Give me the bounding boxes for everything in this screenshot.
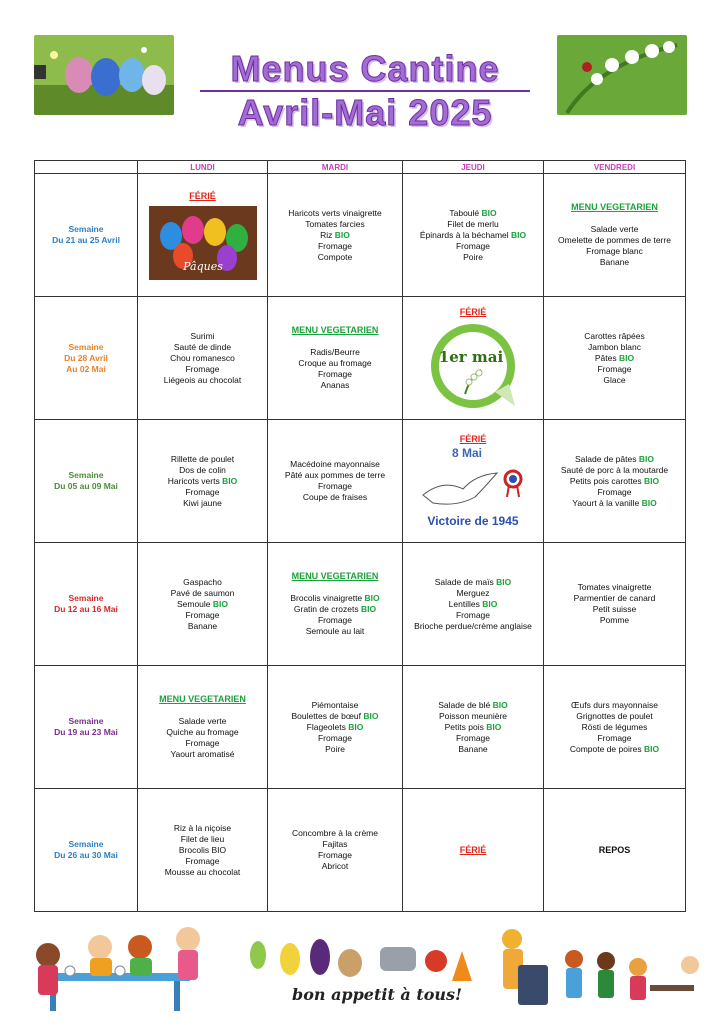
menu-item: Piémontaise: [311, 699, 359, 710]
menu-item: Fajitas: [322, 839, 348, 849]
menu-item: Omelette de pommes de terre: [558, 235, 671, 245]
victory-day-illustration: [413, 445, 533, 529]
menu-item: Haricots verts vinaigrette: [288, 207, 382, 218]
menu-cell: [268, 297, 403, 420]
menu-item: Fromage: [597, 363, 632, 374]
page-title: [180, 48, 550, 134]
menu-item: Flageolets BIO: [306, 721, 364, 732]
vegetables-illustration: [250, 939, 472, 981]
menu-item: Croque au fromage: [298, 358, 372, 368]
bio-badge: BIO: [511, 229, 527, 240]
table-row: [35, 666, 686, 789]
menu-item: Poire: [325, 743, 345, 754]
menu-item: Fromage: [185, 738, 220, 748]
day-header: LUNDI: [138, 161, 268, 174]
week-dates: Au 02 Mai: [66, 363, 106, 374]
bio-badge: BIO: [222, 475, 238, 486]
week-dates: Du 12 au 16 Mai: [54, 604, 118, 614]
menu-cell: [138, 420, 268, 543]
title-line-1: Menus Cantine: [230, 48, 500, 89]
menu-item: Fromage: [185, 855, 220, 866]
bio-badge: BIO: [212, 598, 229, 609]
menu-item: Rösti de légumes: [581, 721, 648, 732]
menu-item: Salade de maïs BIO: [434, 576, 512, 587]
vegetarian-label: MENU VEGETARIEN: [291, 571, 379, 581]
menu-item: Fromage: [455, 240, 490, 251]
vegetarian-label: MENU VEGETARIEN: [291, 325, 379, 335]
menu-item: Banane: [187, 620, 218, 631]
menu-item: Semoule BIO: [176, 598, 229, 609]
menu-item: Tomates farcies: [305, 218, 365, 229]
bio-badge: BIO: [348, 721, 364, 732]
menu-item: Brocolis BIO: [178, 844, 227, 855]
footer-caption: bon appetit à tous!: [292, 985, 463, 1004]
menu-item: Filet de lieu: [180, 833, 225, 844]
menu-item: Radis/Beurre: [310, 347, 360, 357]
week-dates: Du 26 au 30 Mai: [54, 850, 118, 860]
easter-illustration: [149, 206, 257, 280]
ferie-label: FÉRIÉ: [189, 190, 216, 201]
menu-item: Liégeois au chocolat: [163, 374, 242, 385]
week-title: Semaine: [68, 341, 104, 352]
week-dates: Du 21 au 25 Avril: [52, 235, 120, 245]
bio-badge: BIO: [363, 710, 379, 721]
bio-badge: BIO: [638, 453, 654, 464]
footer-illustration: [0, 925, 724, 1020]
menu-table: [34, 160, 686, 912]
vegetarian-label: MENU VEGETARIEN: [571, 202, 658, 212]
week-title: Semaine: [68, 716, 104, 726]
children-eating-left-illustration: [36, 927, 200, 1011]
bio-badge: BIO: [482, 598, 498, 609]
week-label: [35, 420, 138, 543]
menu-cell: [403, 420, 544, 543]
repos-label: REPOS: [598, 844, 631, 855]
menu-item: Riz BIO: [320, 229, 350, 240]
menu-cell: [403, 666, 544, 789]
menu-item: Kiwi jaune: [183, 497, 222, 508]
menu-item: Abricot: [321, 861, 349, 871]
menu-item: Quiche au fromage: [166, 727, 239, 737]
menu-item: Gratin de crozets BIO: [293, 604, 377, 614]
table-row: [35, 174, 686, 297]
menu-cell: [268, 789, 403, 912]
menu-item: Macédoine mayonnaise: [290, 459, 380, 469]
menu-item: Mousse au chocolat: [164, 866, 241, 877]
menu-item: Salade verte: [590, 224, 639, 234]
menu-cell: [544, 420, 686, 543]
victory-date-text: 8 Mai: [451, 445, 483, 460]
menu-item: Compote de poires BIO: [569, 743, 660, 754]
day-header: VENDREDI: [544, 161, 686, 174]
menu-item: Brioche perdue/crème anglaise: [414, 620, 532, 631]
menu-item: Haricots verts BIO: [167, 475, 238, 486]
menu-item: Petits pois carottes BIO: [569, 475, 660, 486]
menu-item: Fromage: [185, 363, 220, 374]
menu-cell: [268, 174, 403, 297]
menu-item: Petits pois BIO: [444, 721, 502, 732]
menu-cell: [138, 666, 268, 789]
week-dates: Du 28 Avril: [64, 352, 108, 363]
menu-item: Merguez: [456, 587, 490, 598]
menu-item: Fromage: [317, 732, 352, 743]
menu-item: Fromage: [597, 486, 632, 497]
menu-item: Concombre à la crème: [292, 828, 378, 838]
victory-caption: Victoire de 1945: [427, 513, 519, 528]
menu-cell: [138, 297, 268, 420]
bio-badge: BIO: [641, 497, 657, 508]
week-dates: Du 05 au 09 Mai: [54, 481, 118, 491]
menu-item: Épinards à la béchamel BIO: [419, 229, 527, 240]
menu-cell: [403, 789, 544, 912]
menu-item: Poisson meunière: [438, 710, 508, 721]
lily-of-the-valley-photo: [557, 35, 687, 115]
menu-item: Fromage: [455, 609, 490, 620]
menu-item: Rillette de poulet: [170, 453, 235, 464]
menu-item: Tomates vinaigrette: [577, 582, 652, 592]
bio-badge: BIO: [492, 699, 508, 710]
bio-badge: BIO: [619, 352, 635, 363]
menu-item: Pavé de saumon: [170, 587, 235, 598]
bio-badge: BIO: [644, 743, 660, 754]
week-title: Semaine: [68, 470, 104, 480]
week-dates: Du 19 au 23 Mai: [54, 727, 118, 737]
week-label: [35, 174, 138, 297]
menu-item: Chou romanesco: [170, 352, 235, 363]
day-header: JEUDI: [403, 161, 544, 174]
menu-item: Fromage blanc: [586, 246, 643, 256]
menu-item: Yaourt à la vanille BIO: [572, 497, 657, 508]
bio-badge: BIO: [486, 721, 502, 732]
title-line-2: Avril-Mai 2025: [237, 92, 493, 133]
menu-cell: [138, 543, 268, 666]
menu-item: Glace: [603, 374, 626, 385]
menu-item: Semoule au lait: [305, 626, 365, 636]
menu-item: Fromage: [317, 615, 352, 625]
menu-item: Coupe de fraises: [302, 492, 368, 502]
footer: [0, 925, 724, 1020]
menu-item: Salade verte: [178, 716, 227, 726]
menu-item: Salade de blé BIO: [438, 699, 508, 710]
table-row: [35, 297, 686, 420]
menu-item: Ananas: [320, 380, 350, 390]
day-header: MARDI: [268, 161, 403, 174]
menu-item: Fromage: [455, 732, 490, 743]
menu-cell: [544, 789, 686, 912]
menu-item: Pâtes BIO: [594, 352, 635, 363]
menu-item: Dos de colin: [179, 464, 226, 475]
menu-item: Œufs durs mayonnaise: [571, 699, 658, 710]
menu-item: Fromage: [317, 481, 352, 491]
menu-item: Brocolis vinaigrette BIO: [290, 593, 380, 603]
menu-cell: [403, 174, 544, 297]
ferie-label: FÉRIÉ: [459, 433, 487, 444]
menu-item: Pomme: [599, 615, 630, 625]
week-title: Semaine: [68, 593, 104, 603]
menu-item: Surimi: [190, 330, 215, 341]
week-label: [35, 666, 138, 789]
menu-item: Fromage: [317, 240, 352, 251]
menu-item: Banane: [458, 743, 488, 754]
bio-badge: BIO: [481, 207, 497, 218]
menu-cell: [138, 174, 268, 297]
menu-cell: [544, 666, 686, 789]
menu-item: Salade de pâtes BIO: [575, 453, 654, 464]
week-label: [35, 789, 138, 912]
menu-cell: [268, 543, 403, 666]
vegetarian-label: MENU VEGETARIEN: [159, 694, 246, 704]
may-day-sticker: [425, 322, 521, 410]
menu-item: Sauté de dinde: [173, 341, 232, 352]
menu-item: Lentilles BIO: [448, 598, 498, 609]
menu-item: Riz à la niçoise: [173, 822, 232, 833]
menu-item: Carottes râpées: [584, 330, 645, 341]
menu-item: Jambon blanc: [588, 341, 641, 352]
menu-item: Petit suisse: [592, 604, 637, 614]
menu-cell: [544, 297, 686, 420]
menu-item: Sauté de porc à la moutarde: [560, 464, 669, 475]
bio-badge: BIO: [644, 475, 660, 486]
menu-cell: [268, 420, 403, 543]
menu-cell: [544, 543, 686, 666]
menu-cell: [268, 666, 403, 789]
easter-illustration-text: Pâques: [182, 259, 223, 273]
table-header-row: [35, 161, 686, 174]
bio-badge: BIO: [496, 576, 512, 587]
menu-item: Fromage: [317, 369, 352, 379]
bio-badge: BIO: [334, 229, 350, 240]
menu-item: Yaourt aromatisé: [170, 749, 235, 759]
menu-item: Boulettes de bœuf BIO: [291, 710, 379, 721]
menu-item: Poire: [463, 251, 483, 262]
menu-item: Fromage: [597, 732, 632, 743]
children-right-illustration: [502, 929, 699, 1005]
ferie-label: FÉRIÉ: [459, 306, 487, 317]
bio-badge: BIO: [364, 593, 380, 603]
menu-cell: [138, 789, 268, 912]
menu-item: Fromage: [317, 850, 352, 860]
menu-item: Fromage: [185, 609, 220, 620]
menu-cell: [544, 174, 686, 297]
menu-item: Banane: [599, 257, 630, 267]
menu-cell: [403, 543, 544, 666]
menu-item: Parmentier de canard: [573, 593, 656, 603]
week-title: Semaine: [68, 224, 104, 234]
table-row: [35, 543, 686, 666]
menu-item: Taboulé BIO: [449, 207, 497, 218]
menu-item: Compote: [317, 251, 353, 262]
table-row: [35, 420, 686, 543]
table-row: [35, 789, 686, 912]
week-title: Semaine: [68, 839, 104, 849]
easter-eggs-photo: [34, 35, 174, 115]
week-label: [35, 543, 138, 666]
menu-item: Fromage: [185, 486, 220, 497]
ferie-label: FÉRIÉ: [459, 844, 487, 855]
week-label: [35, 297, 138, 420]
menu-item: Grignottes de poulet: [576, 710, 653, 721]
menu-item: Filet de merlu: [447, 218, 499, 229]
menu-item: Gaspacho: [183, 576, 222, 587]
bio-badge: BIO: [360, 604, 377, 614]
menu-cell: [403, 297, 544, 420]
menu-item: Pâté aux pommes de terre: [284, 470, 386, 480]
may-day-text: 1er mai: [438, 347, 504, 366]
header-empty: [35, 161, 138, 174]
